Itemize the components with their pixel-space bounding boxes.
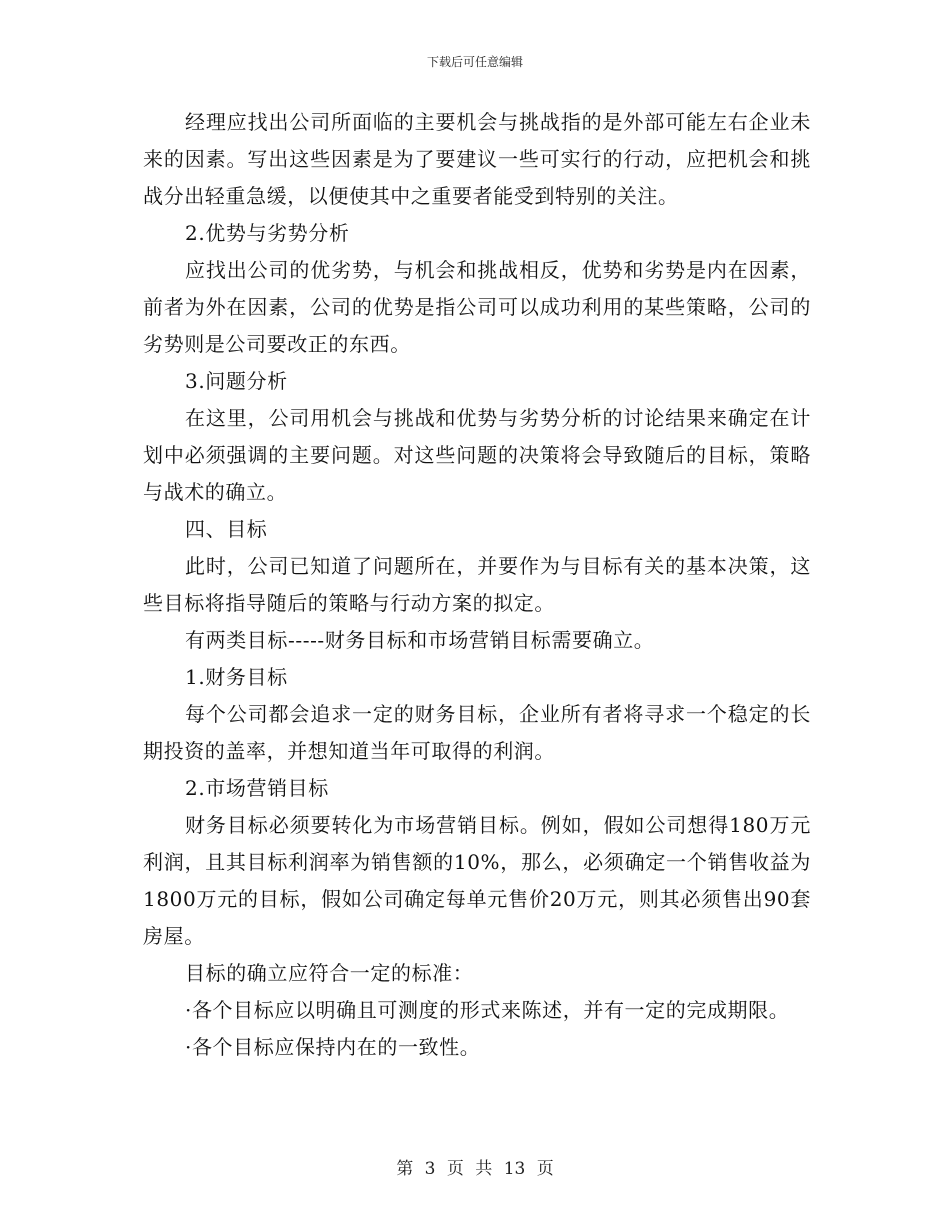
heading-financial-objectives: 1.财务目标 [185,665,288,689]
page-footer: 第 3 页 共 13 页 [396,1159,554,1179]
document-body [143,104,811,1066]
bullet-measurable-objectives: ·各个目标应以明确且可测度的形式来陈述，并有一定的完成期限。 [185,998,790,1022]
paragraph-strengths-weaknesses: 应找出公司的优劣势，与机会和挑战相反，优势和劣势是内在因素，前者为外在因素，公司的优势是指公司可以成功利用的某些策略，公司的劣势则是公司要改正的东西。 [143,258,811,356]
paragraph-two-objective-types: 有两类目标-----财务目标和市场营销目标需要确立。 [185,628,655,652]
heading-marketing-objectives: 2.市场营销目标 [185,776,329,800]
paragraph-problem-analysis: 在这里，公司用机会与挑战和优势与劣势分析的讨论结果来确定在计划中必须强调的主要问题。对这些问题的决策将会导致随后的目标，策略与战术的确立。 [143,406,811,504]
paragraph-marketing-objectives: 财务目标必须要转化为市场营销目标。例如，假如公司想得180万元利润，且其目标利润率为销售额的10%，那么，必须确定一个销售收益为1800万元的目标，假如公司确定每单元售价20万元，则其必须售出90套房屋。 [143,813,811,948]
page-header: 下载后可任意编辑 [426,55,523,69]
paragraph-objectives-intro: 此时，公司已知道了问题所在，并要作为与目标有关的基本决策，这些目标将指导随后的策略与行动方案的拟定。 [143,554,811,615]
paragraph-opportunities: 经理应找出公司所面临的主要机会与挑战指的是外部可能左右企业未来的因素。写出这些因素是为了要建议一些可实行的行动，应把机会和挑战分出轻重急缓，以便使其中之重要者能受到特别的关注。 [143,110,811,208]
heading-problem-analysis: 3.问题分析 [185,369,288,393]
heading-strengths-weaknesses: 2.优势与劣势分析 [185,221,350,245]
heading-objectives: 四、目标 [185,517,268,541]
paragraph-financial-objectives: 每个公司都会追求一定的财务目标，企业所有者将寻求一个稳定的长期投资的盖率，并想知道当年可取得的利润。 [143,702,811,763]
bullet-consistent-objectives: ·各个目标应保持内在的一致性。 [185,1035,481,1059]
paragraph-objective-criteria: 目标的确立应符合一定的标准： [185,961,474,985]
